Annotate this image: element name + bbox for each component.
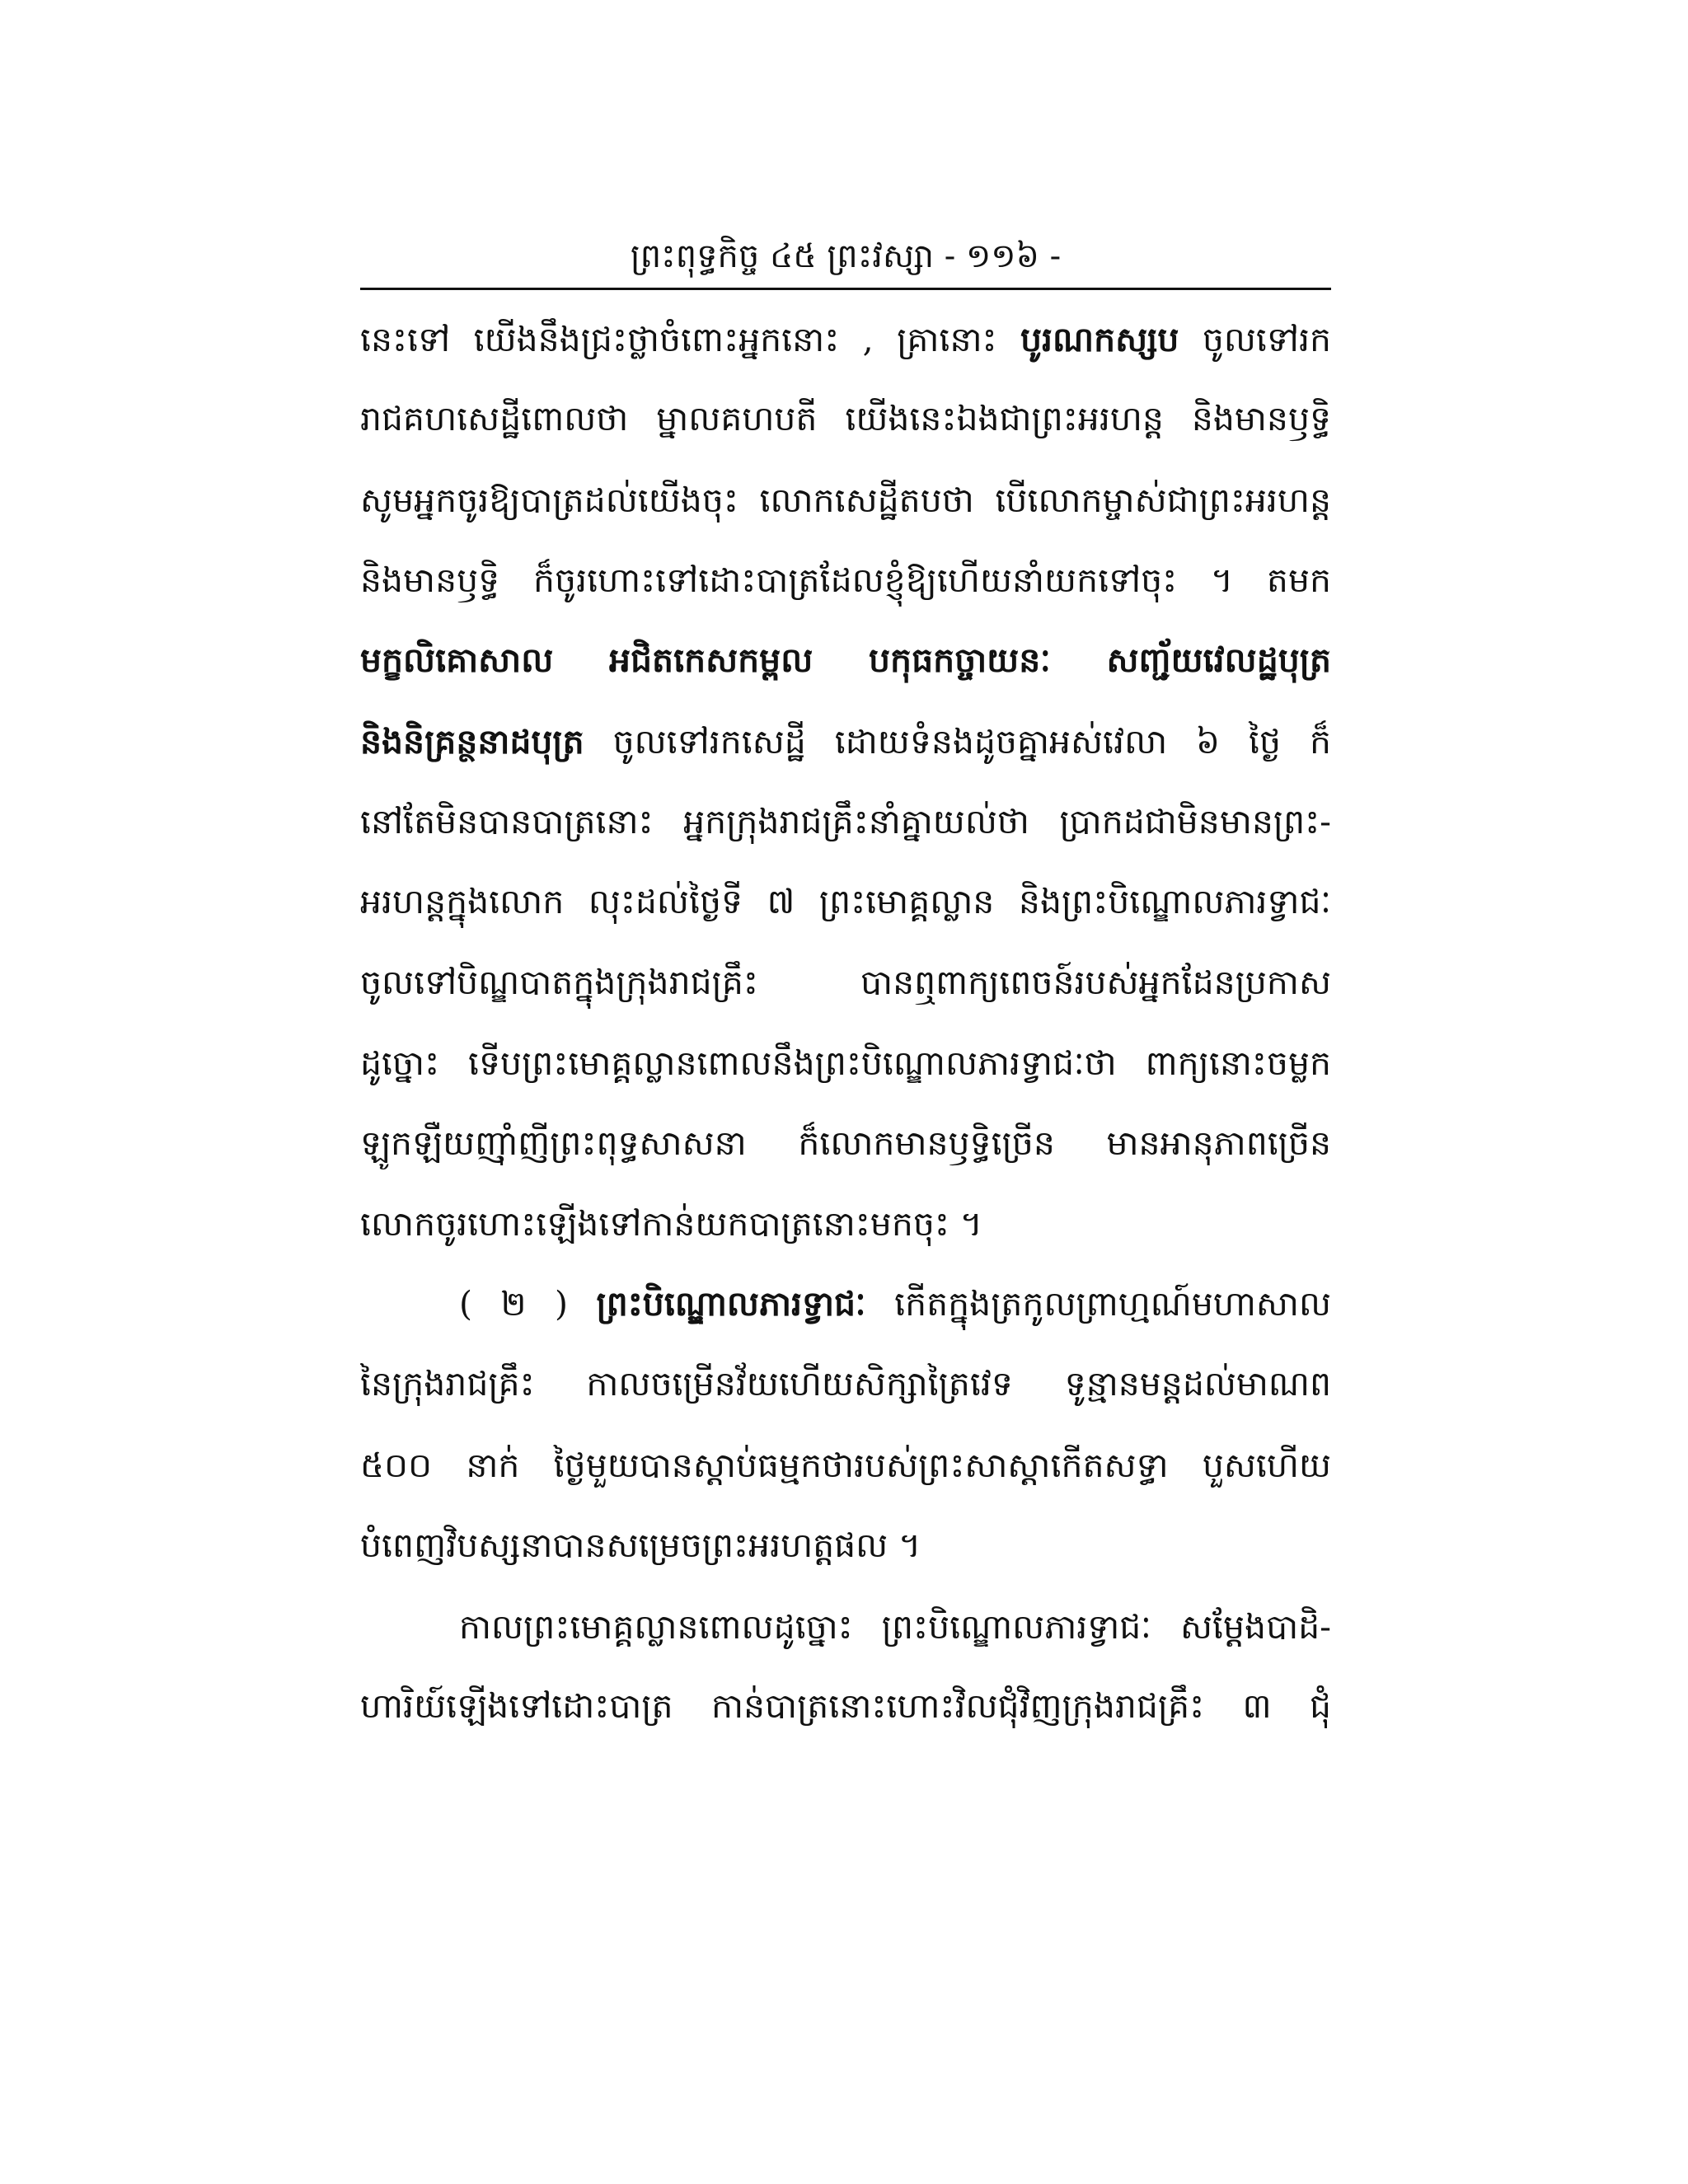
text-line bbox=[360, 1511, 1331, 1580]
text-run: ចូលទៅបិណ្ឌបាតក្នុងក្រុងរាជគ្រឹះ បានឮពាក្យពេចន៍របស់អ្នកដែនប្រកាស bbox=[360, 963, 1331, 1002]
text-run: ឡូកឡឺយញ៉ាំញីព្រះពុទ្ធសាសនា ក៏លោកមានឫទ្ធិច្រើន មានអានុភាពច្រើន bbox=[360, 1123, 1331, 1163]
text-line bbox=[360, 1431, 1331, 1500]
text-run: បំពេញវិបស្សនាបានសម្រេចព្រះអរហត្តផល ។ bbox=[360, 1526, 921, 1565]
bold-name: បូរណកស្សប bbox=[1020, 320, 1179, 359]
text-line bbox=[360, 546, 1331, 615]
text-line bbox=[459, 1592, 1331, 1661]
text-run: ដូច្នោះ ទើបព្រះមោគ្គល្លានពោលនឹងព្រះបិណ្ឌោលភារទ្វាជៈថា ពាក្យនោះចម្លក bbox=[360, 1043, 1331, 1083]
text-run: នេះទៅ យើងនឹងជ្រះថ្លាចំពោះអ្នកនោះ , គ្រានោះ bbox=[360, 320, 1020, 359]
text-line bbox=[360, 707, 1331, 776]
text-run: កាលព្រះមោគ្គល្លានពោលដូច្នោះ ព្រះបិណ្ឌោលភារទ្វាជៈ សម្តែងបាដិ- bbox=[459, 1607, 1331, 1647]
text-run: កើតក្នុងត្រកូលព្រាហ្មណ៍មហាសាល bbox=[865, 1284, 1331, 1324]
text-run: និងមានឫទ្ធិ ក៏ចូរហោះទៅដោះបាត្រដែលខ្ញុំឱ្យហើយនាំយកទៅចុះ ។ តមក bbox=[360, 560, 1331, 600]
text-line bbox=[360, 1671, 1331, 1741]
text-line bbox=[360, 1189, 1331, 1258]
text-run: សូមអ្នកចូរឱ្យបាត្រដល់យើងចុះ លោកសេដ្ឋីតបថា បើលោកម្ចាស់ជាព្រះអរហន្ត bbox=[360, 480, 1331, 520]
text-line bbox=[360, 787, 1331, 856]
text-line bbox=[360, 1029, 1331, 1098]
text-line bbox=[360, 1349, 1331, 1418]
text-line bbox=[459, 1269, 1331, 1338]
text-run: រាជគហសេដ្ឋីពោលថា ម្នាលគហបតី យើងនេះឯងជាព្រះអរហន្ត និងមានឫទ្ធិ bbox=[360, 399, 1331, 438]
text-run: ៥០០ នាក់ ថ្ងៃមួយបានស្តាប់ធម្មកថារបស់ព្រះសាស្តាកើតសទ្ធា បួសហើយ bbox=[360, 1446, 1331, 1485]
text-run: លោកចូរហោះឡើងទៅកាន់យកបាត្រនោះមកចុះ ។ bbox=[360, 1204, 982, 1244]
text-run: នៅតែមិនបានបាត្រនោះ អ្នកក្រុងរាជគ្រឹះនាំគ្នាយល់ថា ប្រាកដជាមិនមានព្រះ- bbox=[360, 802, 1331, 841]
text-line bbox=[360, 867, 1331, 936]
bold-names: មក្ខលិគោសាល អជិតកេសកម្ពល បកុធកច្ចាយនៈ សញ្ជ័យវេលដ្ឋបុត្រ bbox=[360, 640, 1331, 680]
header-rule bbox=[360, 288, 1331, 290]
paragraph-number: ( ២ ) bbox=[459, 1284, 597, 1324]
text-line bbox=[360, 1108, 1331, 1178]
text-run: អរហន្តក្នុងលោក លុះដល់ថ្ងៃទី ៧ ព្រះមោគ្គល្លាន និងព្រះបិណ្ឌោលភារទ្វាជៈ bbox=[360, 882, 1331, 921]
text-line bbox=[360, 948, 1331, 1017]
text-line bbox=[360, 466, 1331, 535]
text-run: នៃក្រុងរាជគ្រឹះ កាលចម្រើនវ័យហើយសិក្សាត្រៃវេទ ទូន្មានមន្តដល់មាណព bbox=[360, 1364, 1331, 1404]
text-run: ចូលទៅរក bbox=[1179, 320, 1331, 359]
text-run: ចូលទៅរកសេដ្ឋី ដោយទំនងដូចគ្នាអស់វេលា ៦ ថ្ងៃ ក៏ bbox=[584, 722, 1331, 762]
text-line bbox=[360, 626, 1331, 695]
text-line bbox=[360, 384, 1331, 453]
bold-name: និងនិគ្រន្ថនាដបុត្រ bbox=[360, 722, 584, 762]
text-line bbox=[360, 305, 1331, 374]
running-header: ព្រះពុទ្ធកិច្ច ៤៥ ព្រះវស្សា - ១១៦ - bbox=[630, 237, 1062, 275]
text-run: ហារិយ៍ឡើងទៅដោះបាត្រ កាន់បាត្រនោះហោះវិលជុំវិញក្រុងរាជគ្រឹះ ៣ ជុំ bbox=[360, 1686, 1331, 1726]
bold-name: ព្រះបិណ្ឌោលភារទ្វាជៈ bbox=[596, 1284, 866, 1324]
